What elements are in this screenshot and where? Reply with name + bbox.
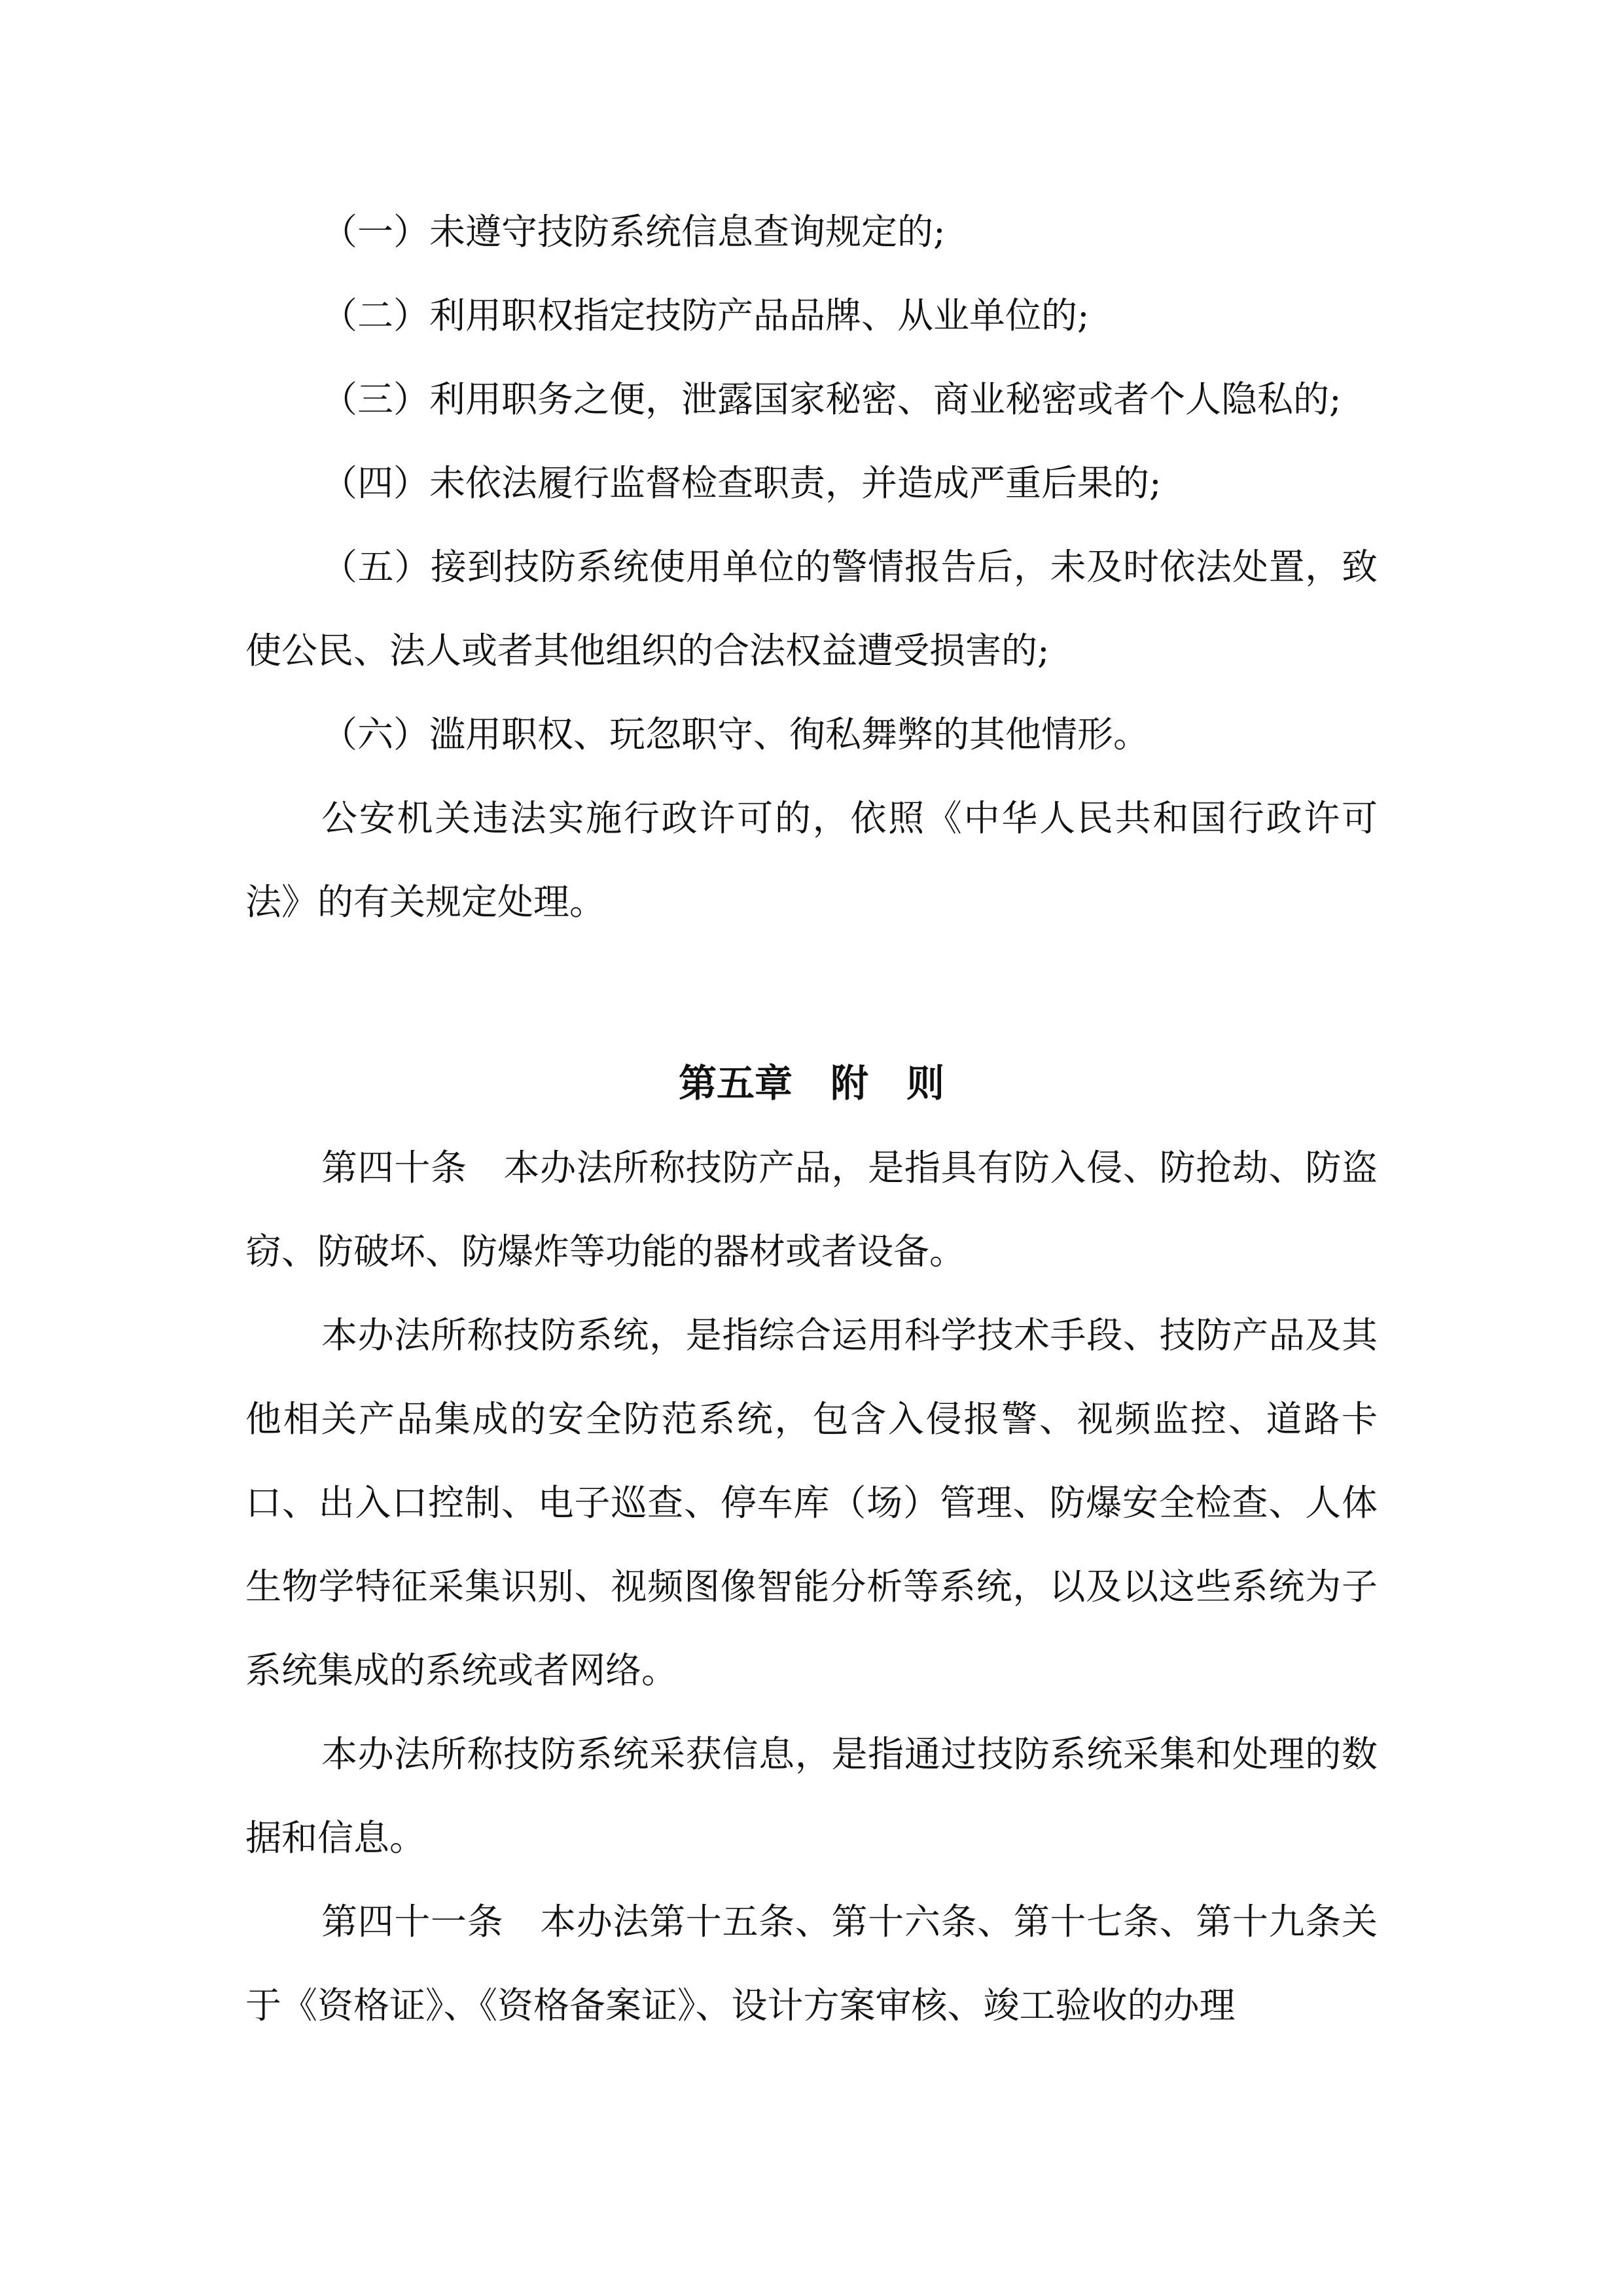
list-item-2: （二）利用职权指定技防产品品牌、从业单位的;: [321, 295, 1090, 336]
chapter-title-text: 第五章 附 则: [678, 1061, 944, 1105]
paragraph-collected-info-definition: 本办法所称技防系统采获信息，是指通过技防系统采集和处理的数据和信息。: [245, 1733, 1378, 1859]
paragraph-administrative-license: 公安机关违法实施行政许可的，依照《中华人民共和国行政许可法》的有关规定处理。: [245, 797, 1378, 923]
list-item-5: （五）接到技防系统使用单位的警情报告后，未及时依法处置，致使公民、法人或者其他组织的合法权益遭受损害的;: [245, 546, 1378, 672]
list-item-4: （四）未依法履行监督检查职责，并造成严重后果的;: [321, 462, 1162, 504]
chapter-title: [245, 1041, 1378, 1126]
article-40: 第四十条 本办法所称技防产品，是指具有防入侵、防抢劫、防盗窃、防破坏、防爆炸等功能的器材或者设备。: [245, 1147, 1378, 1272]
list-item-1: （一）未遵守技防系统信息查询规定的;: [321, 211, 946, 253]
list-item-3: （三）利用职务之便，泄露国家秘密、商业秘密或者个人隐私的;: [321, 378, 1342, 420]
article-41: 第四十一条 本办法第十五条、第十六条、第十七条、第十九条关于《资格证》、《资格备案证》、设计方案审核、竣工验收的办理: [245, 1901, 1378, 2026]
paragraph-tech-system-definition: 本办法所称技防系统，是指综合运用科学技术手段、技防产品及其他相关产品集成的安全防范系统，包含入侵报警、视频监控、道路卡口、出入口控制、电子巡查、停车库（场）管理、防爆安全检查、人体生物学特征采集识别、视频图像智能分析等系统，以及以这些系统为子系统集成的系统或者网络。: [245, 1314, 1378, 1691]
list-item-6: （六）滥用职权、玩忽职守、徇私舞弊的其他情形。: [321, 713, 1150, 755]
